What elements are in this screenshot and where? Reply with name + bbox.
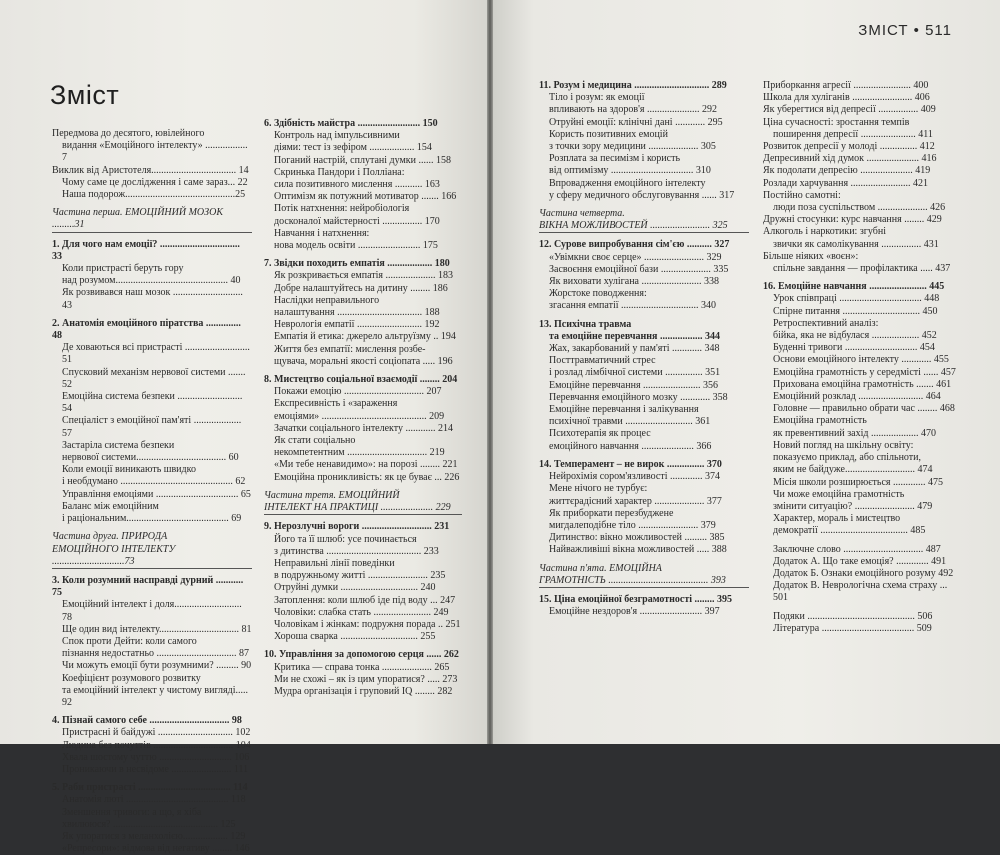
right-page (493, 0, 1000, 744)
running-header: ЗМІСТ • 511 (858, 22, 952, 39)
toc-entry: та емоційний інтелект у чистому вигляді..... 92 (62, 684, 249, 708)
toc-entry: Управління емоціями ................................. 65 (62, 488, 251, 500)
toc-entry: з дитинства ...................................... 233 (274, 545, 439, 557)
toc-entry: Жорстоке поводження: (549, 288, 647, 300)
toc-entry: люди поза суспільством .................... 426 (773, 202, 946, 214)
toc-entry: Коли емоції виникають швидко (62, 464, 196, 476)
toc-entry: Додаток В. Неврологічна схема страху ... 501 (773, 580, 948, 604)
toc-entry: згасання емпатії ............................... 340 (549, 300, 717, 312)
toc-entry: в подружньому житті ........................ 235 (274, 570, 446, 582)
page-title: Зміст (50, 80, 120, 110)
toc-entry: Характер, мораль і мистецтво (773, 513, 901, 525)
toc-entry: Депресивний хід думок ..................... 416 (763, 153, 937, 165)
toc-entry: Нейрохімія сором'язливості ............. 374 (549, 471, 721, 483)
toc-entry: Коефіцієнт розумового розвитку (62, 672, 201, 684)
toc-entry: Емоційна грамотність у середмісті ...... 457 (773, 366, 956, 378)
toc-entry: і розлад лімбічної системи ............... 351 (549, 367, 721, 379)
toc-entry: мигдалеподібне тіло ........................ 379 (549, 519, 716, 531)
toc-chapter-entry: та емоційне перевчання ................. 344 (549, 330, 720, 342)
toc-entry: Поганий настрій, сплутані думки ...... 158 (274, 154, 452, 166)
toc-entry: Життя без емпатії: мислення розбе- (274, 343, 426, 355)
toc-entry: Школа для хуліганів ........................ 406 (763, 92, 930, 104)
toc-entry: «Увімкни своє серце» ........................ 329 (549, 251, 722, 263)
toc-part-heading: Частина четверта. (539, 208, 625, 220)
toc-entry: бійка, яка не відбулася ................... 452 (773, 330, 937, 342)
toc-entry: Як подолати депресію ..................... 419 (763, 165, 931, 177)
toc-entry: Розлади харчування ........................ 421 (763, 177, 929, 189)
toc-entry: Емоційне перевчання і залікування (549, 404, 699, 416)
toc-chapter-entry: 14. Темперамент – не вирок ............... 370 (539, 458, 722, 470)
toc-chapter-entry: 12. Сурове випробування сім'єю .......... 327 (539, 239, 730, 251)
toc-entry: Чоловіки: слабка стать ....................... 249 (274, 606, 449, 618)
toc-entry: Пристрасні й байдужі .............................. 102 (62, 727, 251, 739)
toc-entry: Жах, закарбований у пам'яті ............ 348 (549, 343, 720, 355)
toc-entry: пізнання недостатньо ................................ 87 (62, 648, 250, 660)
toc-entry: Зачатки соціального інтелекту ............ 214 (274, 422, 454, 434)
toc-entry: Проникаючи в несвідоме ........................ 111 (62, 763, 249, 775)
toc-entry: Добре налаштуйтесь на дитину ........ 186 (274, 282, 448, 294)
toc-entry: Чому саме це дослідження і саме зараз... 22 (62, 176, 248, 188)
toc-entry: Урок співпраці ................................. 448 (773, 293, 940, 305)
toc-chapter-entry: 6. Здібність майстра ......................... 150 (264, 118, 438, 129)
toc-entry: Покажи емоцію ................................ 207 (274, 386, 442, 398)
toc-entry: Емоційний розклад .......................... 464 (773, 391, 941, 403)
toc-entry: Критика — справа тонка .................... 265 (274, 661, 450, 673)
toc-entry: Як уберегтися від депресії ................ 409 (763, 104, 936, 116)
toc-entry: діями: тест із зефіром .................. 154 (274, 142, 432, 154)
toc-entry: досконалої майстерності ................ 170 (274, 215, 440, 227)
toc-chapter-entry: 13. Психічна травма (539, 318, 632, 330)
toc-entry: і необдумано ............................................. 62 (62, 476, 246, 488)
toc-column-right-1 (539, 80, 749, 618)
toc-entry: Застаріла система безпеки (62, 439, 175, 451)
toc-entry: Тіло і розум: як емоції (549, 92, 645, 104)
toc-entry: Буденні тривоги ............................. 454 (773, 342, 935, 354)
toc-entry: як превентивний захід ................... 470 (773, 427, 936, 439)
toc-entry: Неправильні лінії поведінки (274, 557, 395, 569)
toc-column-right-2 (763, 80, 959, 635)
toc-entry: Література ..................................... 509 (773, 622, 932, 634)
toc-entry: демократії ................................... 485 (773, 525, 926, 537)
toc-entry: Зменшення тривоги: а що, я хіба (62, 806, 202, 818)
toc-part-heading: ІНТЕЛЕКТ НА ПРАКТИЦІ ..................... 229 (264, 502, 462, 515)
toc-entry: психічної травми ........................... 361 (549, 416, 711, 428)
toc-entry: Як виховати хулігана ........................ 338 (549, 276, 719, 288)
toc-entry: Перевчання емоційного мозку ............ 358 (549, 391, 728, 403)
toc-entry: Передмова до десятого, ювілейного (52, 128, 205, 139)
toc-entry: Наслідки неправильного (274, 294, 380, 306)
toc-entry: Емоційне перевчання ....................... 356 (549, 379, 719, 391)
toc-entry: Отруйні думки ............................... 240 (274, 582, 436, 594)
toc-entry: Ретроспективний аналіз: (773, 317, 879, 329)
toc-entry: Емоційний інтелект і доля........................... 78 (62, 599, 242, 623)
toc-entry: «Ми тебе ненавидимо»: на порозі ........ 221 (274, 459, 458, 471)
toc-entry: Заключне слово ................................ 487 (773, 543, 941, 555)
toc-entry: Ми не схожі – як із цим упоратися? ..... 273 (274, 673, 458, 685)
toc-entry: Де ховаються всі пристрасті .......................... 51 (62, 342, 250, 366)
toc-chapter-entry: 7. Звідки походить емпатія .................. 180 (264, 258, 450, 270)
toc-entry: Постійно самотні: (763, 189, 841, 201)
toc-entry: Навчання і натхнення: (274, 227, 370, 239)
toc-chapter-entry: 5. Раби пристрасті ..................................... 114 (52, 782, 248, 794)
toc-entry: хвилююся? .......................................... 125 (62, 818, 236, 830)
toc-entry: Емоційна система безпеки .......................... 54 (62, 391, 243, 415)
toc-entry: Новий погляд на шкільну освіту: (773, 439, 914, 451)
toc-entry: Спусковий механізм нервової системи ....... 52 (62, 366, 246, 390)
toc-entry: Подяки ........................................... 506 (773, 610, 933, 622)
toc-entry: Наша подорож............................................25 (62, 189, 246, 201)
toc-entry: «Репресори»: відмова від негативу ........ 146 (62, 843, 250, 855)
toc-entry: Посттравматичний стрес (549, 355, 656, 367)
toc-entry: видання «Емоційного інтелекту» ................. 7 (62, 140, 248, 164)
toc-entry: і раціональним......................................... 69 (62, 513, 242, 525)
toc-entry: впливають на здоров'я ..................... 292 (549, 104, 717, 116)
toc-entry: Людина без почуттів ................................ 104 (62, 739, 251, 751)
toc-entry: емоційного навчання ..................... 366 (549, 440, 712, 452)
toc-entry: Як упоратися з меланхолією.................. 129 (62, 830, 246, 842)
toc-entry: Баланс між емоційним (62, 500, 159, 512)
toc-entry: змінити ситуацію? ........................ 479 (773, 500, 933, 512)
toc-entry: Чоловікам і жінкам: подружня порада .. 251 (274, 618, 461, 630)
toc-entry: Засвоєння емоційної бази .................... 335 (549, 263, 729, 275)
toc-entry: Емоційна проникливість: як це буває ... 226 (274, 471, 460, 483)
toc-chapter-entry: 8. Мистецтво соціальної взаємодії ........ 204 (264, 374, 458, 386)
toc-entry: Спеціаліст з емоційної пам'яті ................... 57 (62, 415, 242, 439)
toc-entry: Прихована емоційна грамотність ....... 461 (773, 378, 952, 390)
toc-entry: Як стати соціально (274, 435, 356, 447)
toc-entry: Більше ніяких «воєн»: (763, 250, 859, 262)
toc-chapter-entry: 1. Для чого нам емоції? ................................ 33 (52, 238, 240, 262)
toc-column-left-1 (52, 128, 252, 855)
toc-part-heading: Частина перша. ЕМОЦІЙНИЙ МОЗОК .........31 (52, 207, 252, 232)
toc-entry: Його та її шлюб: усе починається (274, 533, 417, 545)
toc-entry: Дружні стосунки: курс навчання ........ 429 (763, 214, 942, 226)
toc-entry: некомпетентним ................................ 219 (274, 447, 445, 459)
toc-chapter-entry: 2. Анатомія емоційного піратства .............. 48 (52, 317, 241, 342)
toc-chapter-entry: 4. Пізнай самого себе ................................ 98 (52, 715, 242, 727)
toc-entry: емоціями» .......................................... 209 (274, 410, 445, 422)
toc-entry: Мудра організація і груповий IQ ........ 282 (274, 685, 453, 697)
toc-entry: Неврологія емпатії .......................... 192 (274, 319, 440, 331)
toc-entry: Затоплення: коли шлюб іде під воду ... 247 (274, 594, 456, 606)
toc-entry: Як розвивався наш мозок ............................ 43 (62, 287, 243, 311)
toc-entry: Розплата за песимізм і користь (549, 153, 681, 165)
toc-entry: звички як самолікування ................ 431 (773, 238, 939, 250)
toc-entry: Мене нічого не турбує: (549, 483, 648, 495)
toc-entry: Емпатія й етика: джерело альтруїзму .. 194 (274, 331, 456, 343)
toc-entry: Анатомія люті ......................................... 118 (62, 794, 246, 806)
toc-part-heading: Частина п'ята. ЕМОЦІЙНА (539, 562, 662, 574)
toc-part-heading: Частина третя. ЕМОЦІЙНИЙ (264, 489, 400, 501)
toc-entry: Скринька Пандори і Полліана: (274, 166, 405, 178)
toc-entry: Отруйні емоції: клінічні дані ............ 295 (549, 116, 723, 128)
toc-entry: Коли пристрасті беруть гору (62, 263, 184, 275)
toc-entry: Спок проти Дейти: коли самого (62, 635, 197, 647)
toc-entry: Основи емоційного інтелекту ............ 455 (773, 354, 949, 366)
toc-entry: Контроль над імпульсивними (274, 130, 400, 142)
toc-entry: Впровадження емоційного інтелекту (549, 177, 706, 189)
toc-part-heading: ВІКНА МОЖЛИВОСТЕЙ ........................ 325 (539, 220, 749, 233)
toc-entry: Хвала шостому чуттю ............................. 106 (62, 751, 250, 763)
toc-chapter-entry: 10. Управління за допомогою серця ...... 262 (264, 649, 459, 661)
toc-entry: Алкоголь і наркотики: згубні (763, 226, 886, 238)
toc-column-left-2 (264, 118, 462, 698)
toc-entry: нервової системи.................................... 60 (62, 452, 239, 464)
toc-entry: Оптимізм як потужний мотиватор ....... 166 (274, 191, 457, 203)
toc-entry: Місія школи розширюється ............. 475 (773, 476, 943, 488)
toc-entry: Приборкання агресії ....................... 400 (763, 80, 929, 91)
toc-entry: Чи можуть емоції бути розумними? ......... 90 (62, 660, 252, 672)
toc-entry: Головне — правильно обрати час ........ 468 (773, 403, 955, 415)
toc-entry: Психотерапія як процес (549, 428, 651, 440)
toc-entry: Як розкривається емпатія .................... 183 (274, 270, 454, 282)
toc-entry: Користь позитивних емоцій (549, 128, 668, 140)
toc-chapter-entry: 3. Коли розумний насправді дурний ........... 75 (52, 574, 244, 599)
toc-chapter-entry: 15. Ціна емоційної безграмотності ........ 395 (539, 593, 733, 605)
toc-entry: Виклик від Аристотеля.................................. 14 (52, 164, 249, 176)
toc-part-heading: ГРАМОТНІСТЬ ........................................ 393 (539, 575, 749, 588)
toc-entry: щувача, моральні якості соціопата ..... 196 (274, 355, 453, 367)
toc-entry: у сферу медичного обслуговування ...... 317 (549, 189, 735, 201)
toc-entry: налаштування .................................. 188 (274, 307, 440, 319)
toc-entry: показуємо приклад, або спільноти, (773, 452, 922, 464)
toc-entry: з точки зору медицини .................... 305 (549, 141, 716, 153)
toc-entry: поширення депресії ...................... 411 (773, 128, 933, 140)
toc-chapter-entry: 9. Нерозлучні вороги ............................ 231 (264, 521, 450, 533)
toc-entry: Як приборкати перезбуджене (549, 507, 674, 519)
toc-entry: Дитинство: вікно можливостей ......... 385 (549, 532, 725, 544)
toc-entry: нова модель освіти ......................... 175 (274, 240, 438, 252)
toc-entry: Найважливіші вікна можливостей ..... 388 (549, 544, 727, 556)
toc-chapter-entry: 16. Емоційне навчання ....................... 445 (763, 281, 945, 293)
toc-entry: Ще один вид інтелекту................................ 81 (62, 623, 252, 635)
toc-entry: від оптимізму ................................. 310 (549, 165, 711, 177)
toc-entry: над розумом............................................. 40 (62, 275, 241, 287)
toc-entry: Додаток Б. Ознаки емоційного розуму 492 (773, 567, 954, 579)
toc-chapter-entry: 11. Розум і медицина .............................. 289 (539, 80, 727, 91)
toc-entry: Емоційне нездоров'я ......................... 397 (549, 606, 720, 618)
toc-entry: життєрадісний характер .................... 377 (549, 495, 722, 507)
toc-entry: Експресивність і «зараження (274, 398, 398, 410)
toc-entry: Хороша сварка ............................... 255 (274, 631, 436, 643)
toc-part-heading: Частина друга. ПРИРОДА (52, 531, 168, 543)
toc-entry: Чи може емоційна грамотність (773, 488, 905, 500)
left-page (0, 0, 487, 855)
toc-entry: Ціна сучасності: зростання темпів (763, 116, 910, 128)
toc-entry: Розвиток депресії у молоді ............... 412 (763, 141, 935, 153)
toc-entry: спільне завдання — профілактика ..... 437 (773, 263, 951, 275)
toc-entry: Додаток А. Що таке емоція? ............. 491 (773, 555, 947, 567)
toc-entry: Емоційна грамотність (773, 415, 867, 427)
toc-part-heading: ЕМОЦІЙНОГО ІНТЕЛЕКТУ .............................73 (52, 544, 252, 569)
toc-entry: яким не байдуже............................ 474 (773, 464, 933, 476)
toc-entry: сила позитивного мислення ........... 163 (274, 179, 440, 191)
toc-entry: Потік натхнення: нейробіологія (274, 203, 410, 215)
toc-entry: Спірне питання ............................... 450 (773, 305, 938, 317)
